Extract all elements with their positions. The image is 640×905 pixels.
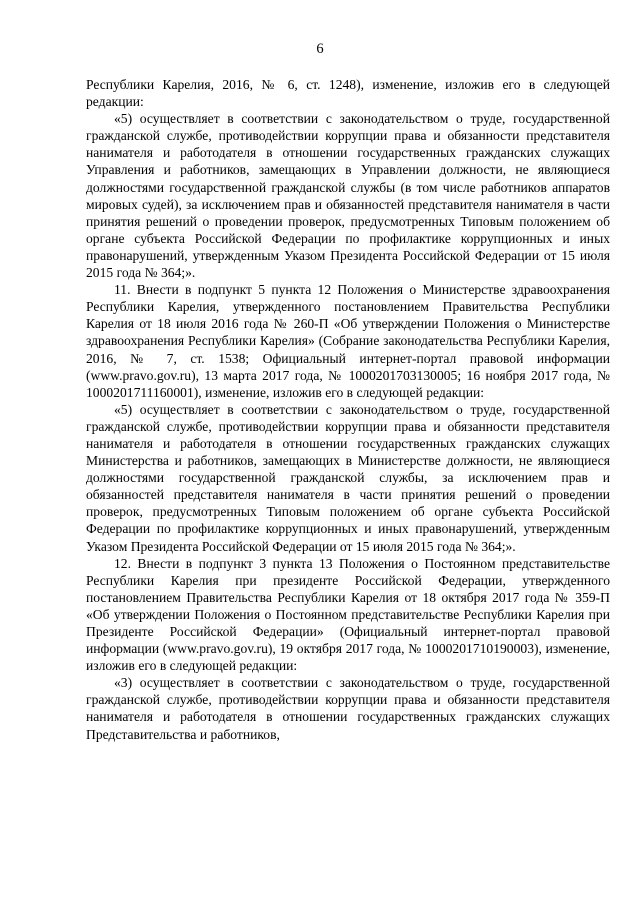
paragraph-quoted-item-5-ministry: «5) осуществляет в соответствии с законодательством о труде, государственной гражданской службе, противодействии коррупции права и обязанности представителя нанимателя и работодателя в отношении государственных гражданских служащих Министерства и работников, замещающих в Министерстве должности, не являющиеся должностями государственной гражданской службы, за исключением прав и обязанностей представителя нанимателя в части принятия решений о проведении проверок, предусмотренных Типовым положением об органе субъекта Российской Федерации по профилактике коррупционных и иных правонарушений, утвержденным Указом Президента Российской Федерации от 15 июля 2015 года № 364;». (86, 401, 610, 554)
paragraph-item-12: 12. Внести в подпункт 3 пункта 13 Положения о Постоянном представительстве Республики Карелия при президенте Российской Федерации, утвержденного постановлением Правительства Республики Карелия от 18 октября 2017 года № 359-П «Об утверждении Положения о Постоянном представительстве Республики Карелия при Президенте Российской Федерации» (Официальный интернет-портал правовой информации (www.pravo.gov.ru), 19 октября 2017 года, № 1000201710190003), изменение, изложив его в следующей редакции: (86, 555, 610, 674)
paragraph-quoted-item-5-administration: «5) осуществляет в соответствии с законодательством о труде, государственной гражданской службе, противодействии коррупции права и обязанности представителя нанимателя и работодателя в отношении государственных гражданских служащих Управления и работников, замещающих в Управлении должности, не являющиеся должностями государственной гражданской службы (в том числе работников аппаратов мировых судей), за исключением прав и обязанностей представителя нанимателя в части принятия решений о проведении проверок, предусмотренных Типовым положением об органе субъекта Российской Федерации по профилактике коррупционных и иных правонарушений, утвержденным Указом Президента Российской Федерации от 15 июля 2015 года № 364;». (86, 111, 610, 281)
paragraph-quoted-item-3-representation: «3) осуществляет в соответствии с законодательством о труде, государственной гражданской службе, противодействии коррупции права и обязанности представителя нанимателя и работодателя в отношении государственных гражданских служащих Представительства и работников, (86, 675, 610, 742)
page-number: 6 (316, 41, 324, 57)
paragraph-continuation: Республики Карелия, 2016, № 6, ст. 1248), изменение, изложив его в следующей редакции: (86, 77, 610, 110)
document-body (86, 76, 610, 743)
paragraph-item-11: 11. Внести в подпункт 5 пункта 12 Положения о Министерстве здравоохранения Республики Карелия, утвержденного постановлением Правительства Республики Карелия от 18 июля 2016 года № 260-П «Об утверждении Положения о Министерстве здравоохранения Республики Карелия» (Собрание законодательства Республики Карелия, 2016, № 7, ст. 1538; Официальный интернет-портал правовой информации (www.pravo.gov.ru), 13 марта 2017 года, № 1000201703130005; 16 ноября 2017 года, № 1000201711160001), изменение, изложив его в следующей редакции: (86, 282, 610, 400)
